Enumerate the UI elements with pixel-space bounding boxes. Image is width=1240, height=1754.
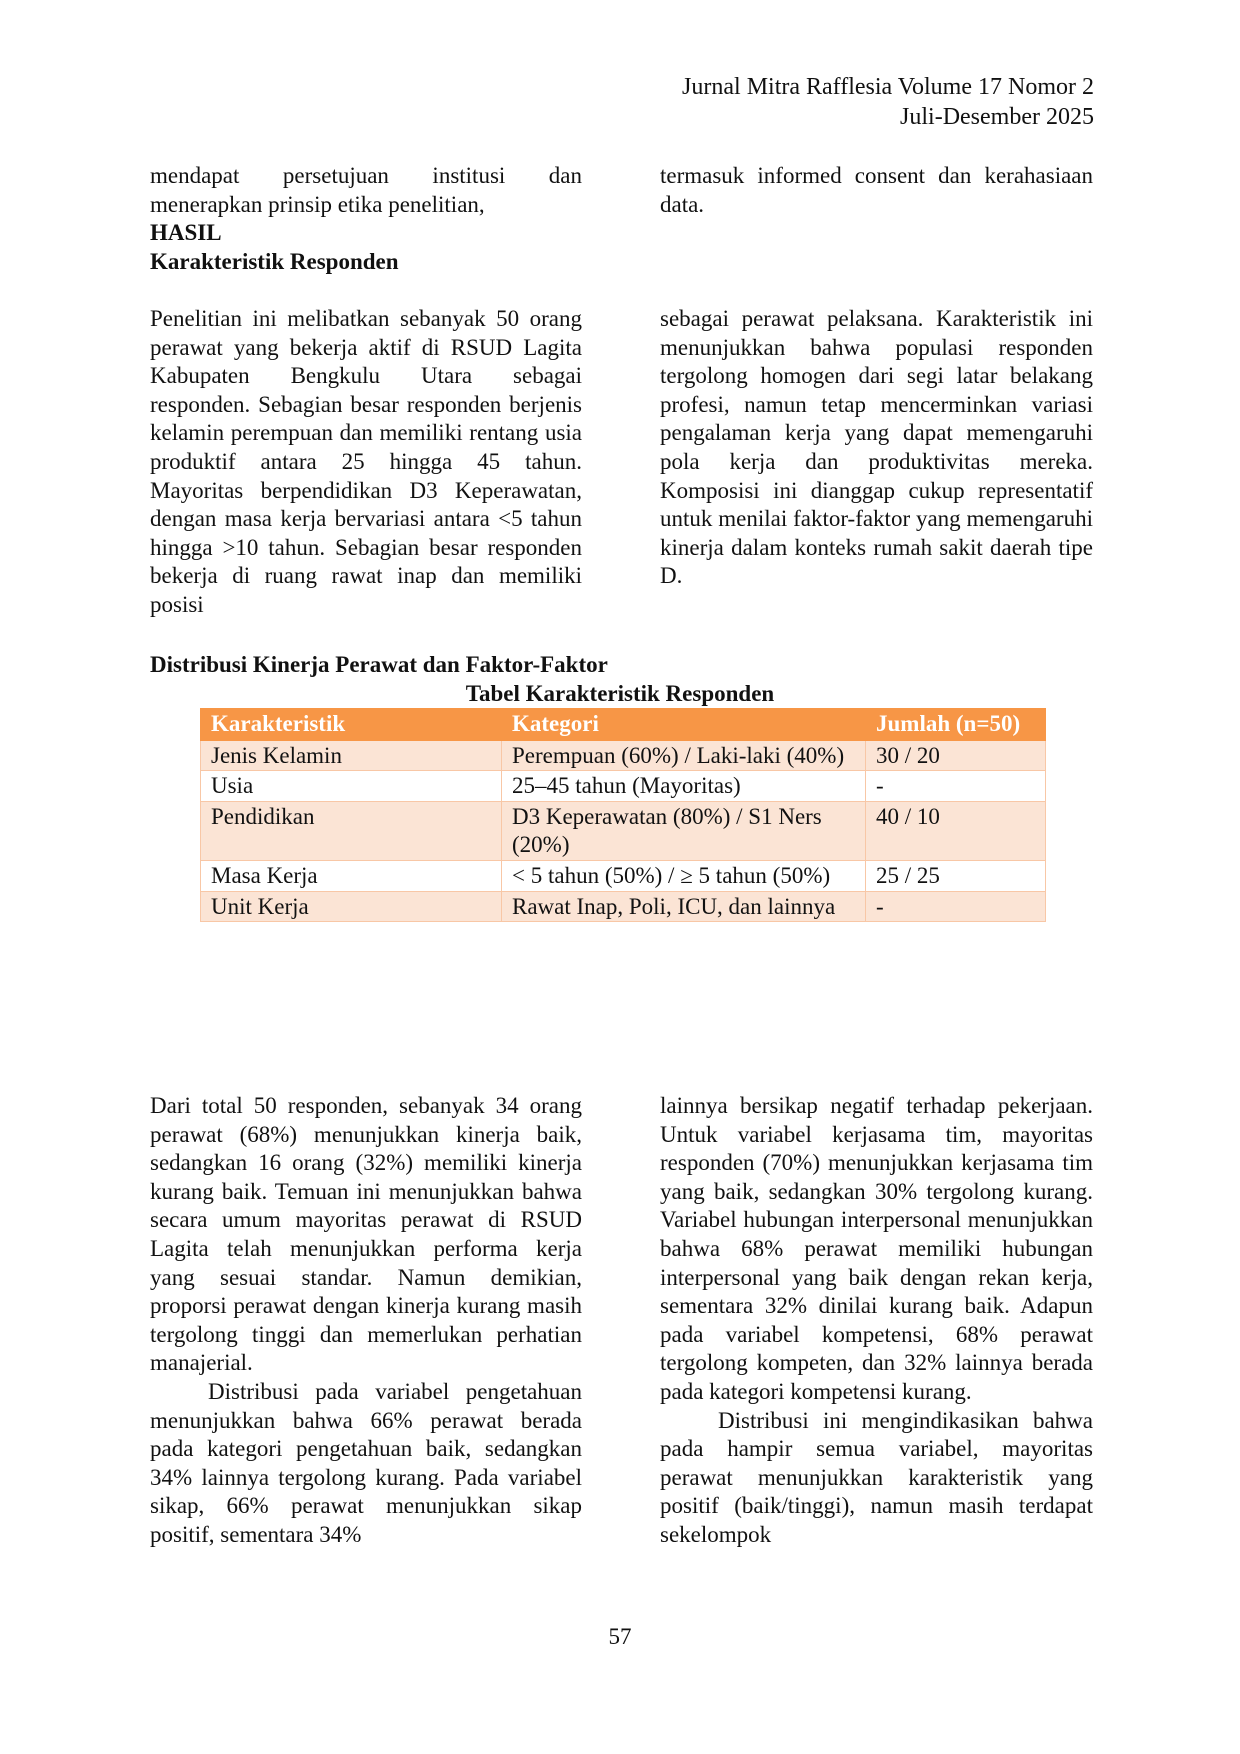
section2-right-column [660,305,1093,591]
table-cell: Rawat Inap, Poli, ICU, dan lainnya [502,891,866,922]
section1-left-text: mendapat persetujuan institusi dan menerapkan prinsip etika penelitian, [150,163,582,217]
section2-right-text: sebagai perawat pelaksana. Karakteristik ini menunjukkan bahwa populasi responden tergolong homogen dari segi latar belakang profesi, namun tetap mencerminkan variasi pengalaman kerja yang dapat memengaruhi pola kerja dan produktivitas mereka. Komposisi ini dianggap cukup representatif untuk menilai faktor-faktor yang memengaruhi kinerja dalam konteks rumah sakit daerah tipe D. [660,306,1093,589]
section2-left-text: Penelitian ini melibatkan sebanyak 50 orang perawat yang bekerja aktif di RSUD Lagita Kabupaten Bengkulu Utara sebagai responden. Sebagian besar responden berjenis kelamin perempuan dan memiliki rentang usia produktif antara 25 hingga 45 tahun. Mayoritas berpendidikan D3 Keperawatan, dengan masa kerja bervariasi antara <5 tahun hingga >10 tahun. Sebagian besar responden bekerja di ruang rawat inap dan memiliki posisi [150,306,582,617]
section3-left-column [150,1092,582,1550]
table-header-cell: Karakteristik [201,709,502,741]
section3-right-column [660,1092,1093,1550]
table-cell: 25–45 tahun (Mayoritas) [502,771,866,802]
section3-left-paragraph-2: Distribusi pada variabel pengetahuan menunjukkan bahwa 66% perawat berada pada kategori pengetahuan baik, sedangkan 34% lainnya tergolong kurang. Pada variabel sikap, 66% perawat menunjukkan sikap positif, sementara 34% [150,1378,582,1547]
table-row [201,771,1046,802]
distribusi-heading: Distribusi Kinerja Perawat dan Faktor-Faktor [150,652,608,677]
table-row [201,860,1046,891]
table-cell: < 5 tahun (50%) / ≥ 5 tahun (50%) [502,860,866,891]
journal-period: Juli-Desember 2025 [900,104,1094,130]
table-cell: 25 / 25 [866,860,1046,891]
table-header-cell: Jumlah (n=50) [866,709,1046,741]
table-title: Tabel Karakteristik Responden [465,681,775,706]
page-number: 57 [608,1624,632,1649]
table-cell: Unit Kerja [201,891,502,922]
table-row [201,801,1046,860]
section3-right-paragraph-2: Distribusi ini mengindikasikan bahwa pada hampir semua variabel, mayoritas perawat menunjukkan karakteristik yang positif (baik/tinggi), namun masih terdapat sekelompok [660,1407,1093,1547]
section1-left-column [150,162,582,276]
characteristics-table [200,708,1046,922]
table-header-cell: Kategori [502,709,866,741]
section3-right-paragraph-1: lainnya bersikap negatif terhadap pekerjaan. Untuk variabel kerjasama tim, mayoritas responden (70%) menunjukkan kerjasama tim yang baik, sedangkan 30% tergolong kurang. Variabel hubungan interpersonal menunjukkan bahwa 68% perawat memiliki hubungan interpersonal yang baik dengan rekan kerja, sementara 32% dinilai kurang baik. Adapun pada variabel kompetensi, 68% perawat tergolong kompeten, dan 32% lainnya berada pada kategori kompetensi kurang. [660,1093,1093,1404]
table-cell: D3 Keperawatan (80%) / S1 Ners (20%) [502,801,866,860]
hasil-heading: HASIL [150,220,222,246]
section3-left-paragraph-1: Dari total 50 responden, sebanyak 34 orang perawat (68%) menunjukkan kinerja baik, sedangkan 16 orang (32%) memiliki kinerja kurang baik. Temuan ini menunjukkan bahwa secara umum mayoritas perawat di RSUD Lagita telah menunjukkan performa kerja yang sesuai standar. Namun demikian, proporsi perawat dengan kinerja kurang masih tergolong tinggi dan memerlukan perhatian manajerial. [150,1093,582,1376]
table-header-row [201,709,1046,741]
table-cell: 40 / 10 [866,801,1046,860]
table-cell: Pendidikan [201,801,502,860]
table-cell: Perempuan (60%) / Laki-laki (40%) [502,740,866,771]
table-cell: - [866,771,1046,802]
journal-title: Jurnal Mitra Rafflesia Volume 17 Nomor 2 [682,74,1094,100]
table-cell: Masa Kerja [201,860,502,891]
table-cell: 30 / 20 [866,740,1046,771]
page-header [682,72,1094,132]
table-cell: Usia [201,771,502,802]
table-row [201,740,1046,771]
table-row [201,891,1046,922]
karakteristik-subheading: Karakteristik Responden [150,248,399,274]
section1-right-column [660,162,1093,219]
table-cell: Jenis Kelamin [201,740,502,771]
section2-left-column [150,305,582,620]
table-cell: - [866,891,1046,922]
section1-right-text: termasuk informed consent dan kerahasiaan data. [660,163,1093,217]
